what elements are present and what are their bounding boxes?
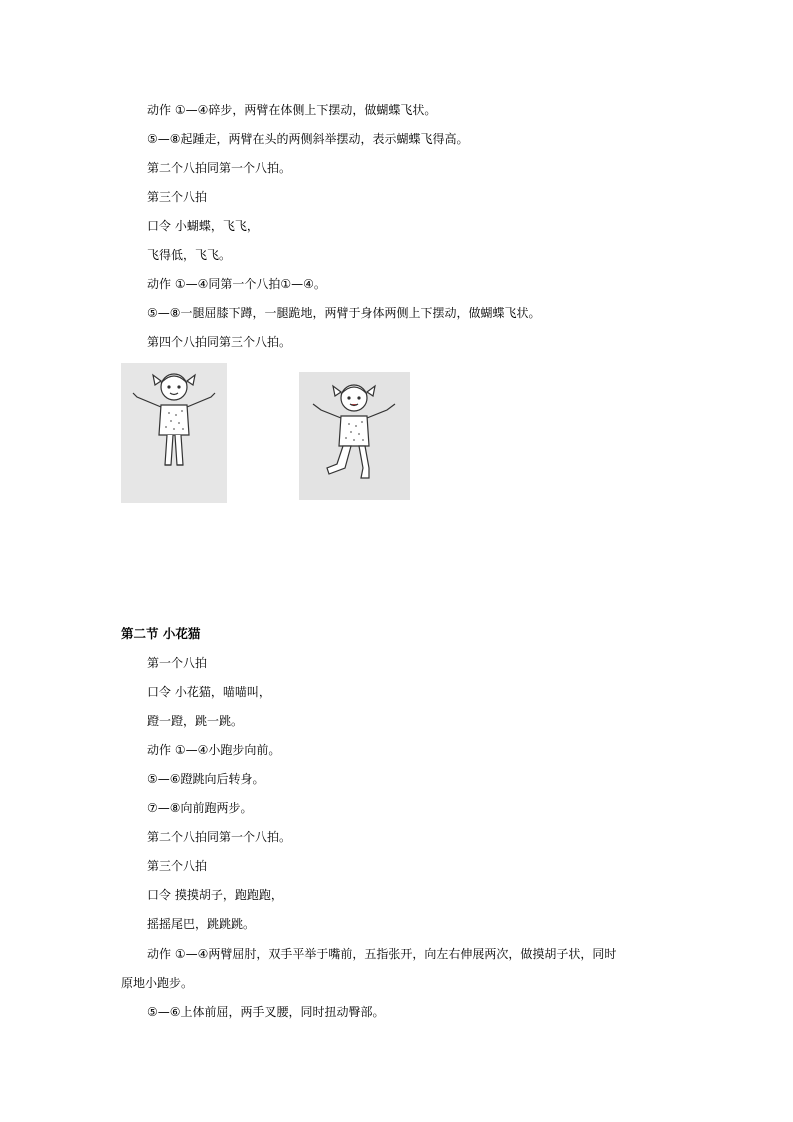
text-line: 摇摇尾巴，跳跳跳。: [147, 917, 256, 931]
text-line: 动作 ①—④小跑步向前。: [147, 743, 281, 757]
text-line: 第三个八拍: [147, 859, 208, 873]
text-line: ⑤—⑧起踵走，两臂在头的两侧斜举摆动，表示蝴蝶飞得高。: [147, 132, 469, 146]
text-line: 飞得低，飞飞。: [147, 248, 232, 262]
text-line: 动作 ①—④同第一个八拍①—④。: [147, 277, 326, 291]
text-line: 蹬一蹬，跳一跳。: [147, 714, 244, 728]
text-line: 原地小跑步。: [121, 976, 194, 990]
text-line: ⑦—⑧向前跑两步。: [147, 801, 253, 815]
text-line: 口令 小花猫，喵喵叫，: [147, 685, 271, 699]
text-line: 第三个八拍: [147, 190, 208, 204]
section-heading: 第二节 小花猫: [121, 626, 201, 641]
kneeling-girl-arms-raised-illustration: [299, 372, 410, 500]
kneeling-girl-figure: [299, 372, 410, 500]
text-line: ⑤—⑥蹬跳向后转身。: [147, 772, 265, 786]
standing-girl-arms-raised-illustration: [121, 363, 227, 503]
text-line: 口令 摸摸胡子，跑跑跑，: [147, 888, 283, 902]
text-line: 第二个八拍同第一个八拍。: [147, 830, 292, 844]
text-line: ⑤—⑥上体前屈，两手叉腰，同时扭动臀部。: [147, 1005, 385, 1019]
text-line: 第二个八拍同第一个八拍。: [147, 161, 292, 175]
text-line: 第一个八拍: [147, 656, 208, 670]
text-line: 动作 ①—④碎步，两臂在体侧上下摆动，做蝴蝶飞状。: [147, 103, 437, 117]
text-line: 第四个八拍同第三个八拍。: [147, 335, 292, 349]
text-line: 口令 小蝴蝶，飞飞，: [147, 219, 259, 233]
text-line: ⑤—⑧一腿屈膝下蹲，一腿跪地，两臂于身体两侧上下摆动，做蝴蝶飞状。: [147, 306, 541, 320]
standing-girl-figure: [121, 363, 227, 503]
text-line: 动作 ①—④两臂屈肘，双手平举于嘴前，五指张开，向左右伸展两次，做摸胡子状，同时: [147, 947, 617, 961]
